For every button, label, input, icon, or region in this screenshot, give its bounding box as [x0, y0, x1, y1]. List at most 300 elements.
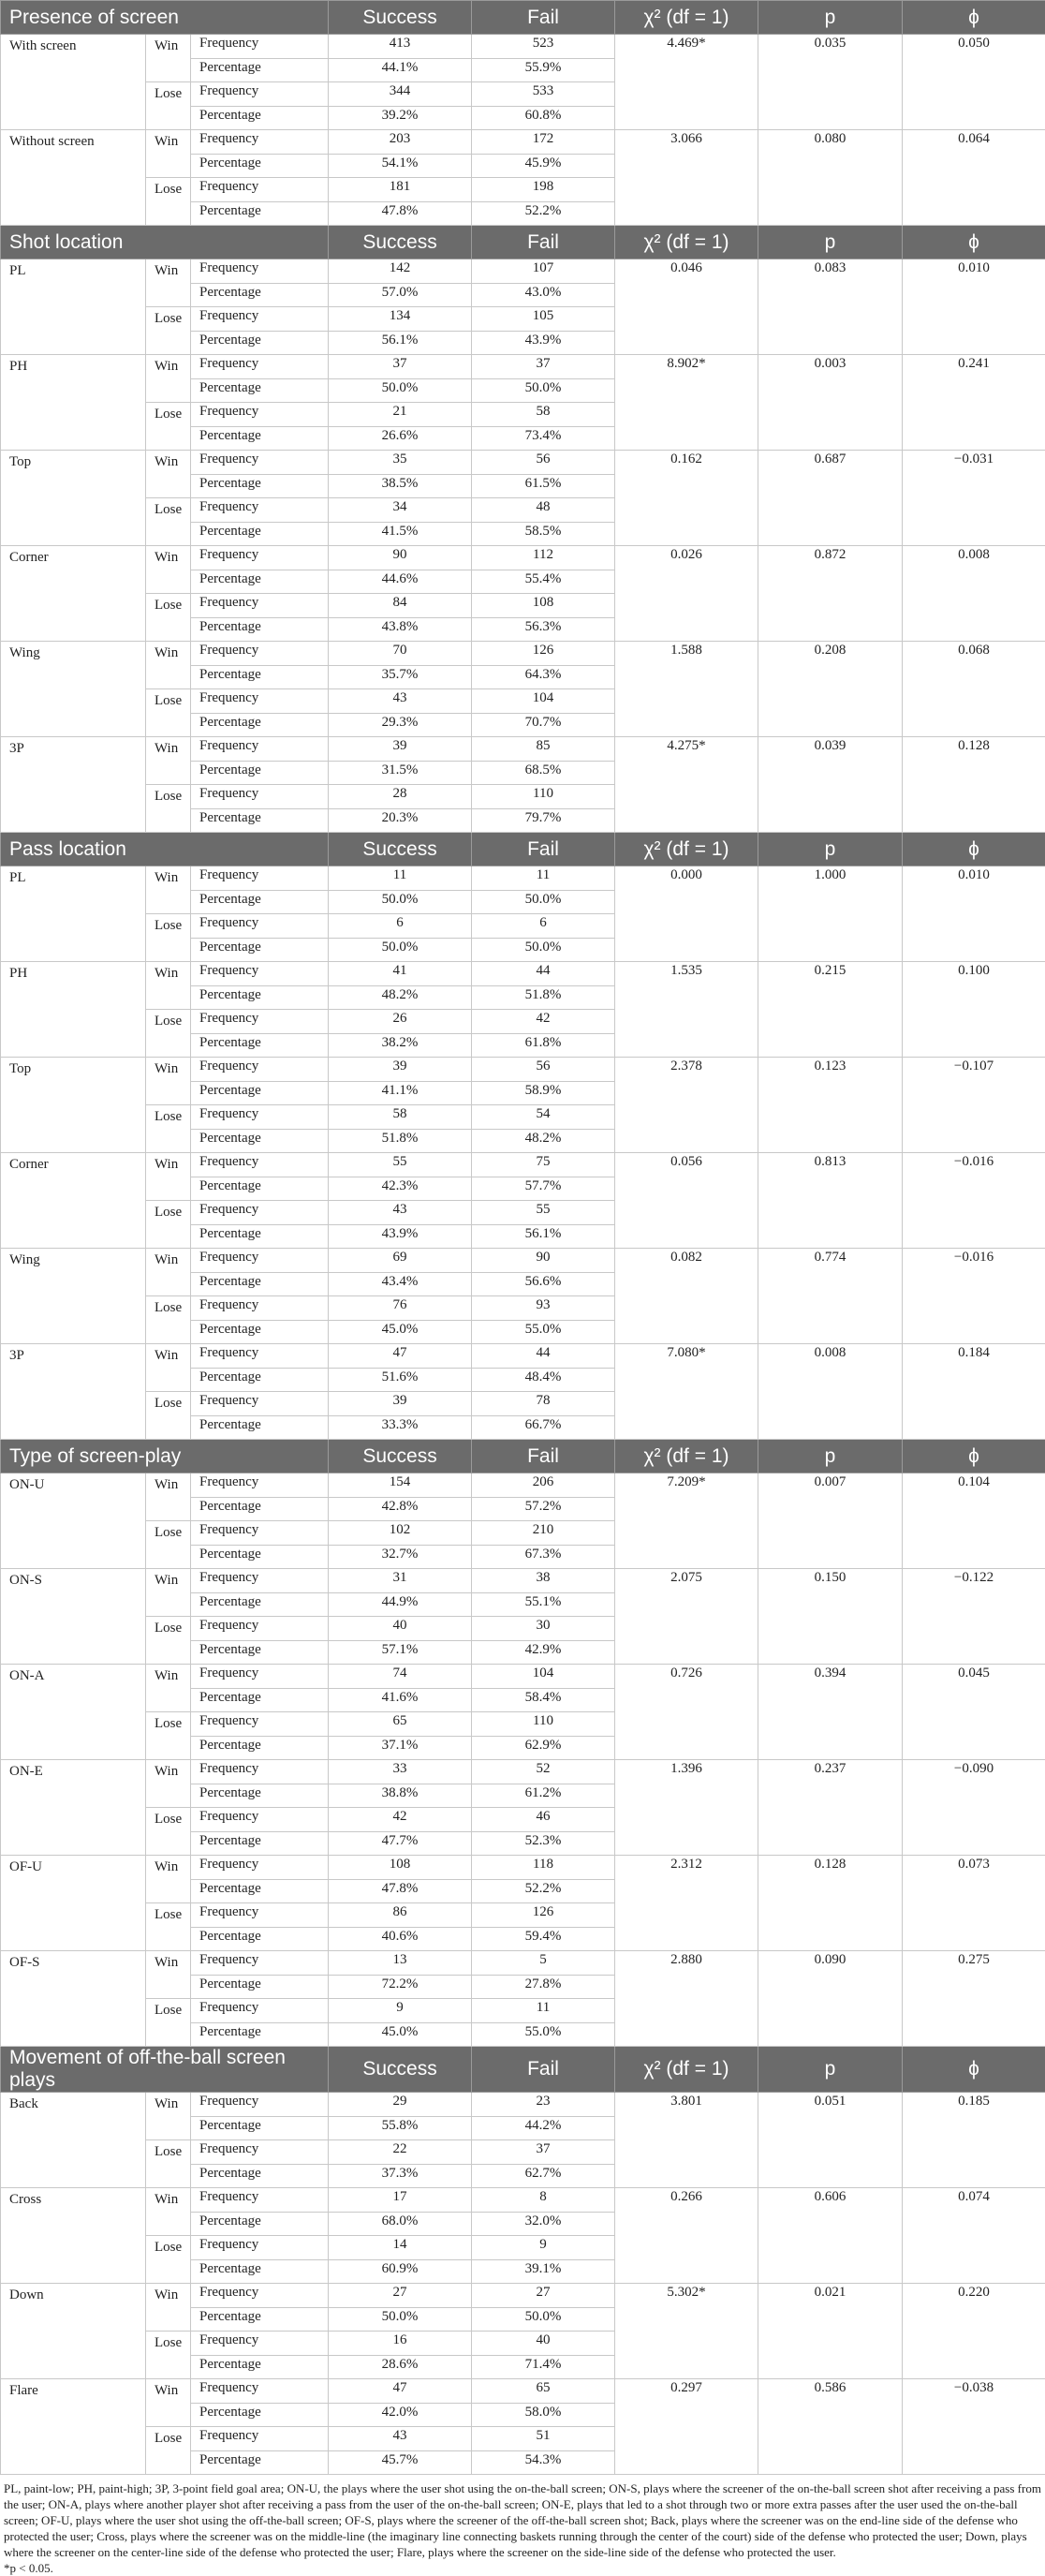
- outcome-label: Lose: [146, 1617, 191, 1665]
- success-value: 55.8%: [329, 2116, 472, 2140]
- phi-value: 0.010: [903, 866, 1045, 962]
- p-header: p: [758, 226, 903, 259]
- success-value: 41.6%: [329, 1688, 472, 1712]
- p-value: 0.394: [758, 1665, 903, 1760]
- success-value: 37: [329, 355, 472, 379]
- fail-value: 5: [472, 1951, 615, 1976]
- success-value: 43.9%: [329, 1224, 472, 1249]
- fail-value: 52: [472, 1760, 615, 1784]
- measure-label: Percentage: [191, 1224, 329, 1249]
- p-value: 0.586: [758, 2379, 903, 2475]
- fail-value: 6: [472, 914, 615, 939]
- phi-header: ϕ: [903, 1440, 1045, 1473]
- measure-label: Percentage: [191, 2450, 329, 2475]
- measure-label: Frequency: [191, 1105, 329, 1130]
- success-value: 86: [329, 1903, 472, 1928]
- table-row: [1, 2093, 1045, 2117]
- outcome-label: Win: [146, 1153, 191, 1201]
- measure-label: Frequency: [191, 2332, 329, 2356]
- measure-label: Frequency: [191, 962, 329, 986]
- fail-value: 27.8%: [472, 1975, 615, 1999]
- success-value: 31.5%: [329, 761, 472, 785]
- measure-label: Percentage: [191, 2164, 329, 2188]
- outcome-label: Lose: [146, 689, 191, 737]
- outcome-label: Lose: [146, 82, 191, 130]
- chi-square-value: 1.588: [615, 642, 758, 737]
- measure-label: Percentage: [191, 1927, 329, 1951]
- success-value: 344: [329, 82, 472, 107]
- outcome-label: Win: [146, 1344, 191, 1392]
- p-value: 0.813: [758, 1153, 903, 1249]
- p-header: p: [758, 1, 903, 35]
- measure-label: Frequency: [191, 2188, 329, 2213]
- success-value: 37.1%: [329, 1736, 472, 1760]
- success-value: 54.1%: [329, 154, 472, 178]
- measure-label: Frequency: [191, 689, 329, 714]
- fail-value: 56: [472, 451, 615, 475]
- measure-label: Percentage: [191, 378, 329, 403]
- measure-label: Frequency: [191, 1010, 329, 1034]
- section-title: Type of screen-play: [1, 1440, 329, 1473]
- chi-square-value: 4.275*: [615, 737, 758, 833]
- fail-value: 64.3%: [472, 665, 615, 689]
- fail-value: 78: [472, 1392, 615, 1416]
- fail-header: Fail: [472, 2047, 615, 2093]
- section-title: Presence of screen: [1, 1, 329, 35]
- outcome-label: Lose: [146, 1712, 191, 1760]
- success-value: 58: [329, 1105, 472, 1130]
- section-title: Movement of off-the-ball screen plays: [1, 2047, 329, 2093]
- success-value: 45.0%: [329, 2022, 472, 2047]
- measure-label: Frequency: [191, 1153, 329, 1177]
- phi-value: 0.064: [903, 130, 1045, 226]
- table-row: [1, 355, 1045, 379]
- chi-square-header: χ² (df = 1): [615, 2047, 758, 2093]
- phi-value: 0.045: [903, 1665, 1045, 1760]
- fail-value: 79.7%: [472, 808, 615, 833]
- success-value: 50.0%: [329, 2307, 472, 2332]
- measure-label: Percentage: [191, 1545, 329, 1569]
- phi-value: 0.068: [903, 642, 1045, 737]
- p-value: 0.606: [758, 2188, 903, 2284]
- success-value: 134: [329, 307, 472, 332]
- success-value: 42.0%: [329, 2403, 472, 2427]
- fail-value: 118: [472, 1856, 615, 1880]
- success-value: 44.1%: [329, 58, 472, 82]
- success-header: Success: [329, 1, 472, 35]
- outcome-label: Lose: [146, 2427, 191, 2475]
- measure-label: Percentage: [191, 331, 329, 355]
- chi-square-value: 2.880: [615, 1951, 758, 2047]
- measure-label: Percentage: [191, 474, 329, 498]
- measure-label: Frequency: [191, 2236, 329, 2260]
- phi-value: 0.185: [903, 2093, 1045, 2188]
- measure-label: Frequency: [191, 1296, 329, 1321]
- fail-value: 56: [472, 1058, 615, 1082]
- chi-square-header: χ² (df = 1): [615, 226, 758, 259]
- outcome-label: Win: [146, 2284, 191, 2332]
- success-value: 38.8%: [329, 1784, 472, 1808]
- phi-value: −0.090: [903, 1760, 1045, 1856]
- success-value: 55: [329, 1153, 472, 1177]
- measure-label: Frequency: [191, 1808, 329, 1832]
- measure-label: Frequency: [191, 2093, 329, 2117]
- success-value: 41.5%: [329, 522, 472, 546]
- category-label: Corner: [1, 546, 146, 642]
- success-value: 60.9%: [329, 2259, 472, 2284]
- chi-square-header: χ² (df = 1): [615, 1440, 758, 1473]
- chi-square-value: 0.082: [615, 1249, 758, 1344]
- measure-label: Frequency: [191, 785, 329, 809]
- chi-square-value: 2.075: [615, 1569, 758, 1665]
- outcome-label: Win: [146, 1058, 191, 1105]
- table-row: [1, 1665, 1045, 1689]
- measure-label: Percentage: [191, 106, 329, 130]
- success-value: 68.0%: [329, 2212, 472, 2236]
- p-value: 0.008: [758, 1344, 903, 1440]
- success-value: 39: [329, 1058, 472, 1082]
- fail-value: 206: [472, 1473, 615, 1498]
- fail-value: 51.8%: [472, 985, 615, 1010]
- measure-label: Percentage: [191, 1177, 329, 1201]
- fail-value: 66.7%: [472, 1415, 615, 1440]
- table-row: [1, 1760, 1045, 1784]
- fail-value: 126: [472, 642, 615, 666]
- measure-label: Percentage: [191, 890, 329, 914]
- measure-label: Frequency: [191, 914, 329, 939]
- abbreviation-footnote: PL, paint-low; PH, paint-high; 3P, 3-point field goal area; ON-U, the plays where the user shot using the on-the-ball screen; ON-S, plays where the screener of the on-the-ball screen shot after receiving a pass from the user; ON-A, plays where another player shot after receiving a pass from the user of the on-the-ball screen; ON-E, plays that led to a shot through two or more extra passes after the user used the on-the-ball screen; OF-U, plays where the user shot using the off-the-ball screen; OF-S, plays where the screener of the off-the-ball screen shot; Back, plays where the screener was on the end-line side of the defense who protected the user; Cross, plays where the screener was on the middle-line (the imaginary line connecting baskets running through the center of the court) side of the defense who protected the user; Down, plays where the screener on the center-line side of the defense who protected the user; Flare, plays where the screener on the side-line side of the defense who protected the user.: [4, 2480, 1041, 2560]
- outcome-label: Lose: [146, 1010, 191, 1058]
- fail-value: 75: [472, 1153, 615, 1177]
- fail-value: 58: [472, 403, 615, 427]
- outcome-label: Win: [146, 1473, 191, 1521]
- fail-value: 50.0%: [472, 378, 615, 403]
- p-header: p: [758, 1440, 903, 1473]
- fail-value: 42: [472, 1010, 615, 1034]
- fail-header: Fail: [472, 1, 615, 35]
- phi-value: −0.031: [903, 451, 1045, 546]
- success-value: 50.0%: [329, 890, 472, 914]
- chi-square-value: 1.396: [615, 1760, 758, 1856]
- p-value: 0.051: [758, 2093, 903, 2188]
- fail-header: Fail: [472, 833, 615, 866]
- fail-value: 42.9%: [472, 1640, 615, 1665]
- success-value: 48.2%: [329, 985, 472, 1010]
- measure-label: Percentage: [191, 1975, 329, 1999]
- measure-label: Frequency: [191, 1951, 329, 1976]
- phi-value: 0.220: [903, 2284, 1045, 2379]
- outcome-label: Lose: [146, 2332, 191, 2379]
- fail-value: 32.0%: [472, 2212, 615, 2236]
- category-label: Top: [1, 451, 146, 546]
- outcome-label: Lose: [146, 1808, 191, 1856]
- measure-label: Percentage: [191, 617, 329, 642]
- success-value: 29: [329, 2093, 472, 2117]
- fail-value: 55.1%: [472, 1592, 615, 1617]
- measure-label: Frequency: [191, 1617, 329, 1641]
- phi-value: 0.050: [903, 35, 1045, 130]
- success-value: 47: [329, 1344, 472, 1369]
- phi-value: 0.100: [903, 962, 1045, 1058]
- success-value: 40: [329, 1617, 472, 1641]
- success-value: 35.7%: [329, 665, 472, 689]
- fail-value: 523: [472, 35, 615, 59]
- fail-value: 85: [472, 737, 615, 762]
- measure-label: Frequency: [191, 259, 329, 284]
- success-value: 50.0%: [329, 378, 472, 403]
- success-value: 21: [329, 403, 472, 427]
- measure-label: Frequency: [191, 1521, 329, 1546]
- outcome-label: Lose: [146, 1521, 191, 1569]
- measure-label: Frequency: [191, 1856, 329, 1880]
- table-row: [1, 259, 1045, 284]
- table-row: [1, 642, 1045, 666]
- fail-value: 55: [472, 1201, 615, 1225]
- measure-label: Percentage: [191, 1592, 329, 1617]
- table-row: [1, 2188, 1045, 2213]
- success-value: 43.8%: [329, 617, 472, 642]
- fail-value: 37: [472, 2140, 615, 2165]
- success-value: 29.3%: [329, 713, 472, 737]
- fail-value: 48.4%: [472, 1368, 615, 1392]
- success-value: 102: [329, 1521, 472, 1546]
- p-value: 0.208: [758, 642, 903, 737]
- category-label: OF-U: [1, 1856, 146, 1951]
- success-value: 35: [329, 451, 472, 475]
- p-value: 0.774: [758, 1249, 903, 1344]
- category-label: PH: [1, 962, 146, 1058]
- chi-square-value: 0.026: [615, 546, 758, 642]
- outcome-label: Lose: [146, 2140, 191, 2188]
- phi-value: 0.104: [903, 1473, 1045, 1569]
- outcome-label: Lose: [146, 178, 191, 226]
- phi-value: −0.038: [903, 2379, 1045, 2475]
- success-value: 6: [329, 914, 472, 939]
- fail-value: 45.9%: [472, 154, 615, 178]
- measure-label: Percentage: [191, 1415, 329, 1440]
- measure-label: Percentage: [191, 1368, 329, 1392]
- success-value: 33.3%: [329, 1415, 472, 1440]
- measure-label: Frequency: [191, 1392, 329, 1416]
- fail-value: 52.2%: [472, 201, 615, 226]
- p-value: 0.039: [758, 737, 903, 833]
- chi-square-value: 0.297: [615, 2379, 758, 2475]
- outcome-label: Lose: [146, 785, 191, 833]
- chi-square-value: 0.266: [615, 2188, 758, 2284]
- measure-label: Percentage: [191, 1272, 329, 1296]
- outcome-label: Lose: [146, 1201, 191, 1249]
- measure-label: Frequency: [191, 1712, 329, 1737]
- fail-value: 54: [472, 1105, 615, 1130]
- phi-header: ϕ: [903, 226, 1045, 259]
- fail-value: 11: [472, 1999, 615, 2023]
- fail-value: 50.0%: [472, 938, 615, 962]
- table-row: [1, 2379, 1045, 2404]
- phi-value: −0.107: [903, 1058, 1045, 1153]
- outcome-label: Win: [146, 546, 191, 594]
- p-value: 0.003: [758, 355, 903, 451]
- fail-value: 54.3%: [472, 2450, 615, 2475]
- success-value: 43: [329, 689, 472, 714]
- fail-value: 104: [472, 1665, 615, 1689]
- measure-label: Percentage: [191, 58, 329, 82]
- outcome-label: Lose: [146, 2236, 191, 2284]
- success-value: 90: [329, 546, 472, 570]
- fail-value: 30: [472, 1617, 615, 1641]
- success-value: 41: [329, 962, 472, 986]
- significance-footnote: *p < 0.05.: [4, 2560, 1041, 2576]
- success-value: 45.0%: [329, 1320, 472, 1344]
- measure-label: Frequency: [191, 1201, 329, 1225]
- fail-value: 44.2%: [472, 2116, 615, 2140]
- measure-label: Percentage: [191, 2116, 329, 2140]
- success-value: 142: [329, 259, 472, 284]
- success-value: 34: [329, 498, 472, 523]
- p-value: 0.872: [758, 546, 903, 642]
- p-value: 0.150: [758, 1569, 903, 1665]
- fail-value: 61.8%: [472, 1033, 615, 1058]
- outcome-label: Win: [146, 1249, 191, 1296]
- measure-label: Frequency: [191, 355, 329, 379]
- measure-label: Frequency: [191, 1999, 329, 2023]
- outcome-label: Win: [146, 2188, 191, 2236]
- success-value: 38.5%: [329, 474, 472, 498]
- chi-square-value: 7.209*: [615, 1473, 758, 1569]
- measure-label: Frequency: [191, 451, 329, 475]
- fail-header: Fail: [472, 1440, 615, 1473]
- outcome-label: Win: [146, 259, 191, 307]
- measure-label: Frequency: [191, 1249, 329, 1273]
- category-label: Down: [1, 2284, 146, 2379]
- outcome-label: Win: [146, 130, 191, 178]
- p-value: 0.090: [758, 1951, 903, 2047]
- fail-value: 73.4%: [472, 426, 615, 451]
- measure-label: Frequency: [191, 737, 329, 762]
- outcome-label: Lose: [146, 1392, 191, 1440]
- chi-square-value: 8.902*: [615, 355, 758, 451]
- measure-label: Frequency: [191, 1903, 329, 1928]
- chi-square-value: 0.056: [615, 1153, 758, 1249]
- measure-label: Frequency: [191, 2140, 329, 2165]
- fail-value: 56.6%: [472, 1272, 615, 1296]
- outcome-label: Win: [146, 2379, 191, 2427]
- success-value: 65: [329, 1712, 472, 1737]
- phi-value: 0.128: [903, 737, 1045, 833]
- success-value: 27: [329, 2284, 472, 2308]
- outcome-label: Lose: [146, 307, 191, 355]
- fail-value: 55.4%: [472, 570, 615, 594]
- success-value: 13: [329, 1951, 472, 1976]
- section-header-row: [1, 226, 1045, 259]
- outcome-label: Lose: [146, 1999, 191, 2047]
- fail-value: 533: [472, 82, 615, 107]
- category-label: With screen: [1, 35, 146, 130]
- success-header: Success: [329, 2047, 472, 2093]
- success-value: 28: [329, 785, 472, 809]
- p-value: 0.080: [758, 130, 903, 226]
- fail-value: 172: [472, 130, 615, 155]
- fail-value: 57.2%: [472, 1497, 615, 1521]
- p-value: 0.128: [758, 1856, 903, 1951]
- table-row: [1, 1249, 1045, 1273]
- fail-value: 58.5%: [472, 522, 615, 546]
- table-row: [1, 1058, 1045, 1082]
- p-value: 0.083: [758, 259, 903, 355]
- success-value: 28.6%: [329, 2355, 472, 2379]
- outcome-label: Lose: [146, 498, 191, 546]
- chi-square-header: χ² (df = 1): [615, 1, 758, 35]
- category-label: Wing: [1, 1249, 146, 1344]
- category-label: Cross: [1, 2188, 146, 2284]
- fail-value: 55.0%: [472, 2022, 615, 2047]
- table-body: [1, 1, 1045, 2475]
- fail-value: 44: [472, 962, 615, 986]
- p-header: p: [758, 2047, 903, 2093]
- fail-value: 61.2%: [472, 1784, 615, 1808]
- fail-value: 126: [472, 1903, 615, 1928]
- fail-value: 62.7%: [472, 2164, 615, 2188]
- phi-value: −0.016: [903, 1249, 1045, 1344]
- fail-value: 9: [472, 2236, 615, 2260]
- section-header-row: [1, 2047, 1045, 2093]
- success-value: 57.0%: [329, 283, 472, 307]
- outcome-label: Lose: [146, 403, 191, 451]
- measure-label: Percentage: [191, 2355, 329, 2379]
- table-row: [1, 1856, 1045, 1880]
- table-row: [1, 1569, 1045, 1593]
- fail-value: 51: [472, 2427, 615, 2451]
- chi-square-value: 5.302*: [615, 2284, 758, 2379]
- measure-label: Percentage: [191, 985, 329, 1010]
- success-value: 40.6%: [329, 1927, 472, 1951]
- measure-label: Frequency: [191, 2284, 329, 2308]
- success-value: 203: [329, 130, 472, 155]
- category-label: 3P: [1, 737, 146, 833]
- success-value: 76: [329, 1296, 472, 1321]
- outcome-label: Win: [146, 1760, 191, 1808]
- success-value: 43: [329, 1201, 472, 1225]
- fail-value: 48.2%: [472, 1129, 615, 1153]
- success-value: 9: [329, 1999, 472, 2023]
- success-value: 51.6%: [329, 1368, 472, 1392]
- fail-value: 112: [472, 546, 615, 570]
- success-header: Success: [329, 226, 472, 259]
- category-label: PL: [1, 259, 146, 355]
- fail-value: 50.0%: [472, 890, 615, 914]
- outcome-label: Win: [146, 866, 191, 914]
- table-row: [1, 1473, 1045, 1498]
- measure-label: Frequency: [191, 2427, 329, 2451]
- measure-label: Percentage: [191, 761, 329, 785]
- chi-square-value: 0.162: [615, 451, 758, 546]
- fail-value: 59.4%: [472, 1927, 615, 1951]
- success-value: 44.6%: [329, 570, 472, 594]
- success-value: 51.8%: [329, 1129, 472, 1153]
- chi-square-header: χ² (df = 1): [615, 833, 758, 866]
- outcome-label: Win: [146, 737, 191, 785]
- chi-square-value: 0.046: [615, 259, 758, 355]
- success-value: 154: [329, 1473, 472, 1498]
- fail-value: 43.9%: [472, 331, 615, 355]
- fail-value: 58.9%: [472, 1081, 615, 1105]
- success-value: 41.1%: [329, 1081, 472, 1105]
- category-label: ON-A: [1, 1665, 146, 1760]
- table-row: [1, 546, 1045, 570]
- fail-value: 8: [472, 2188, 615, 2213]
- measure-label: Frequency: [191, 1473, 329, 1498]
- success-value: 413: [329, 35, 472, 59]
- success-value: 47.8%: [329, 201, 472, 226]
